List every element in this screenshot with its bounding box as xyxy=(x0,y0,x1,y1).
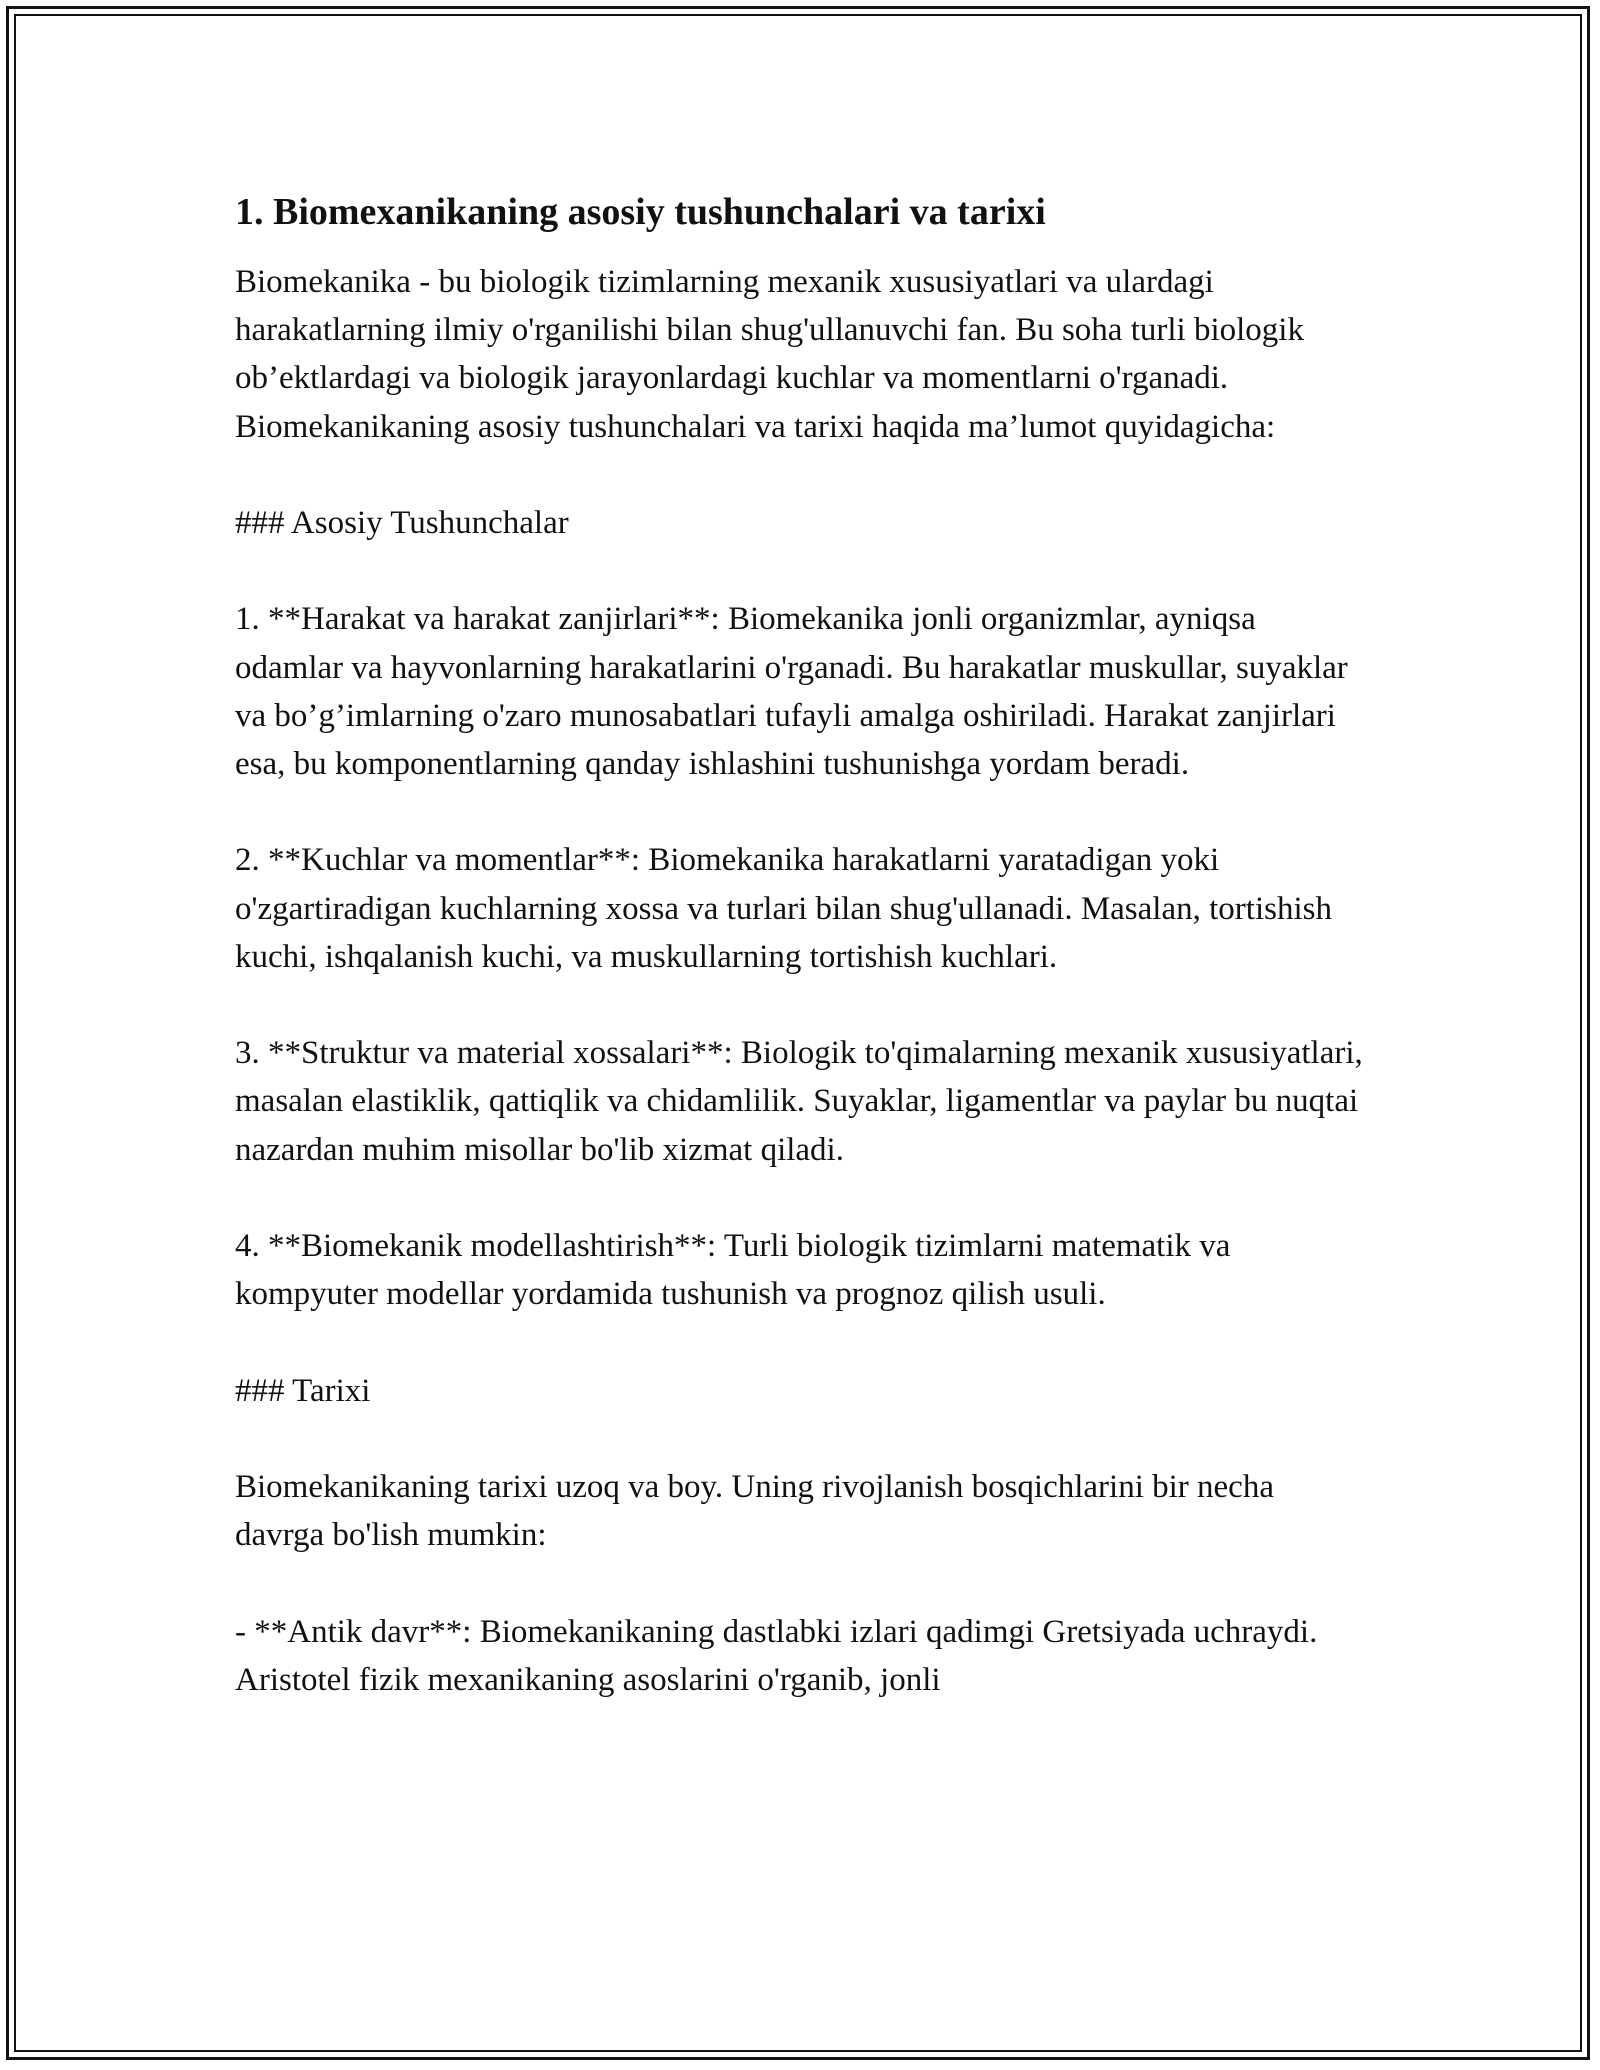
document-body xyxy=(235,188,1365,1704)
list-item-3: 3. **Struktur va material xossalari**: Biologik to'qimalarning mexanik xususiyatlari, masalan elastiklik, qattiqlik va chidamlilik. Suyaklar, ligamentlar va paylar bu nuqtai nazardan muhim misollar bo'lib xizmat qiladi. xyxy=(235,1035,1363,1168)
list-item-2: 2. **Kuchlar va momentlar**: Biomekanika harakatlarni yaratadigan yoki o'zgartiradigan kuchlarning xossa va turlari bilan shug'ullanadi. Masalan, tortishish kuchi, ishqalanish kuchi, va muskullarning tortishish kuchlari. xyxy=(235,842,1332,975)
section-heading-tarixi: ### Tarixi xyxy=(235,1372,371,1409)
paragraph-intro: Biomekanika - bu biologik tizimlarning mexanik xususiyatlari va ulardagi harakatlarning ilmiy o'rganilishi bilan shug'ullanuvchi fan. Bu soha turli biologik ob’ektlardagi va biologik jarayonlardagi kuchlar va momentlarni o'rganadi. Biomekanikaning asosiy tushunchalari va tarixi haqida ma’lumot quyidagicha: xyxy=(235,264,1304,445)
paragraph-history-intro: Biomekanikaning tarixi uzoq va boy. Uning rivojlanish bosqichlarini bir necha davrga bo'lish mumkin: xyxy=(235,1468,1274,1554)
page-title: 1. Biomexanikaning asosiy tushunchalari va tarixi xyxy=(235,191,1046,233)
list-item-antik-davr: - **Antik davr**: Biomekanikaning dastlabki izlari qadimgi Gretsiyada uchraydi. Aristotel fizik mexanikaning asoslarini o'rganib, jonli xyxy=(235,1613,1318,1698)
list-item-4: 4. **Biomekanik modellashtirish**: Turli biologik tizimlarni matematik va kompyuter modellar yordamida tushunish va prognoz qilish usuli. xyxy=(235,1227,1231,1313)
list-item-1: 1. **Harakat va harakat zanjirlari**: Biomekanika jonli organizmlar, ayniqsa odamlar va hayvonlarning harakatlarini o'rganadi. Bu harakatlar muskullar, suyaklar va bo’g’imlarning o'zaro munosabatlari tufayli amalga oshiriladi. Harakat zanjirlari esa, bu komponentlarning qanday ishlashini tushunishga yordam beradi. xyxy=(235,601,1348,782)
section-heading-asosiy-tushunchalar: ### Asosiy Tushunchalar xyxy=(235,505,569,541)
